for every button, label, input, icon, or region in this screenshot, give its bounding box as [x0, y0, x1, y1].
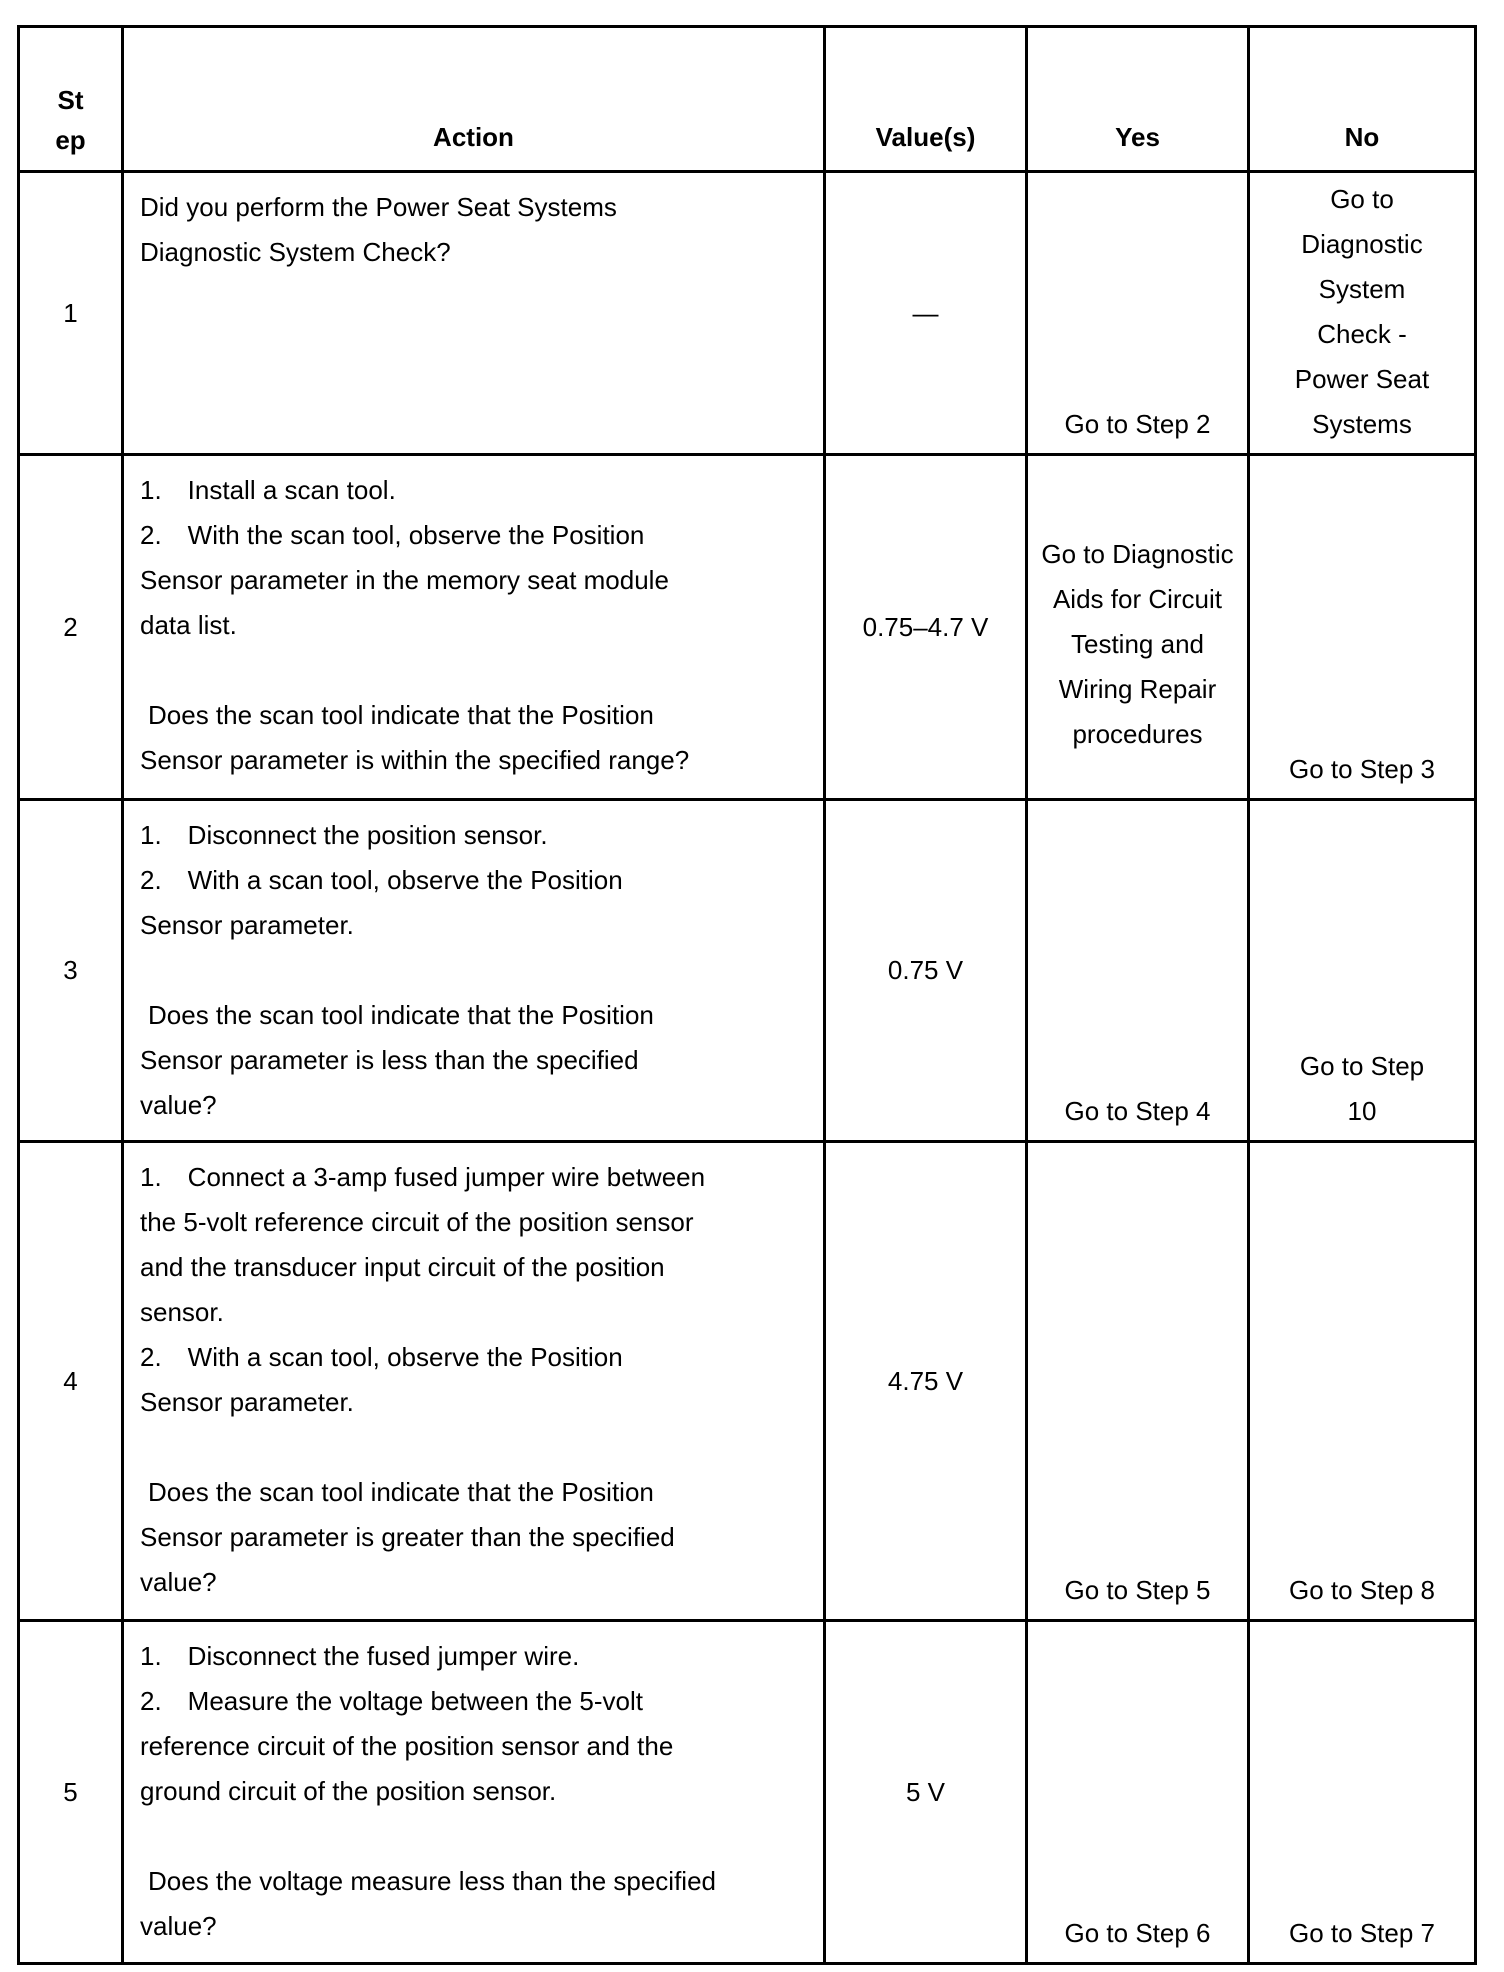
action-cell: [123, 1142, 825, 1621]
yes-cell: Go to Diagnostic Aids for Circuit Testing and Wiring Repair procedures: [1027, 455, 1249, 800]
action-cell: [123, 172, 825, 455]
action-question: Does the scan tool indicate that the Position Sensor parameter is within the specified range?: [140, 700, 690, 775]
yes-cell: Go to Step 4: [1027, 800, 1249, 1142]
table-row: [19, 455, 1476, 800]
header-row: [19, 27, 1476, 172]
action-item: 1. Disconnect the fused jumper wire.: [140, 1641, 580, 1671]
action-item: 2. Measure the voltage between the 5-volt reference circuit of the position sensor and the ground circuit of the position sensor.: [140, 1686, 674, 1806]
yes-cell: Go to Step 5: [1027, 1142, 1249, 1621]
header-step: Step: [19, 27, 123, 172]
action-item: 2. With the scan tool, observe the Position Sensor parameter in the memory seat module data list.: [140, 520, 669, 640]
yes-cell: Go to Step 6: [1027, 1621, 1249, 1964]
action-item: 2. With a scan tool, observe the Position Sensor parameter.: [140, 865, 623, 940]
diagnostic-table: [17, 25, 1477, 1965]
step-number: 4: [19, 1142, 123, 1621]
action-cell: [123, 1621, 825, 1964]
action-cell: [123, 455, 825, 800]
no-cell: Go to Step 8: [1249, 1142, 1476, 1621]
header-action: Action: [123, 27, 825, 172]
value-cell: 5 V: [825, 1621, 1027, 1964]
step-number: 1: [19, 172, 123, 455]
action-item: 2. With a scan tool, observe the Position Sensor parameter.: [140, 1342, 623, 1417]
header-values: Value(s): [825, 27, 1027, 172]
step-number: 2: [19, 455, 123, 800]
table-row: [19, 1621, 1476, 1964]
value-cell: 0.75 V: [825, 800, 1027, 1142]
action-text: Did you perform the Power Seat Systems Diagnostic System Check?: [140, 192, 617, 267]
header-no: No: [1249, 27, 1476, 172]
table-row: [19, 172, 1476, 455]
action-item: 1. Disconnect the position sensor.: [140, 820, 548, 850]
step-number: 3: [19, 800, 123, 1142]
table-row: [19, 800, 1476, 1142]
value-cell: —: [825, 172, 1027, 455]
action-item: 1. Install a scan tool.: [140, 475, 396, 505]
no-cell: Go to Step 7: [1249, 1621, 1476, 1964]
header-yes: Yes: [1027, 27, 1249, 172]
yes-cell: Go to Step 2: [1027, 172, 1249, 455]
no-cell: Go to Step 3: [1249, 455, 1476, 800]
action-item: 1. Connect a 3-amp fused jumper wire between the 5-volt reference circuit of the position sensor and the transducer input circuit of the position sensor.: [140, 1162, 706, 1327]
no-cell: Go to Step 10: [1249, 800, 1476, 1142]
step-number: 5: [19, 1621, 123, 1964]
action-question: Does the scan tool indicate that the Position Sensor parameter is greater than the specified value?: [140, 1477, 675, 1597]
action-question: Does the scan tool indicate that the Position Sensor parameter is less than the specified value?: [140, 1000, 654, 1120]
value-cell: 4.75 V: [825, 1142, 1027, 1621]
value-cell: 0.75–4.7 V: [825, 455, 1027, 800]
table-row: [19, 1142, 1476, 1621]
no-cell: Go to Diagnostic System Check - Power Seat Systems: [1249, 172, 1476, 455]
action-cell: [123, 800, 825, 1142]
action-question: Does the voltage measure less than the specified value?: [140, 1866, 717, 1941]
